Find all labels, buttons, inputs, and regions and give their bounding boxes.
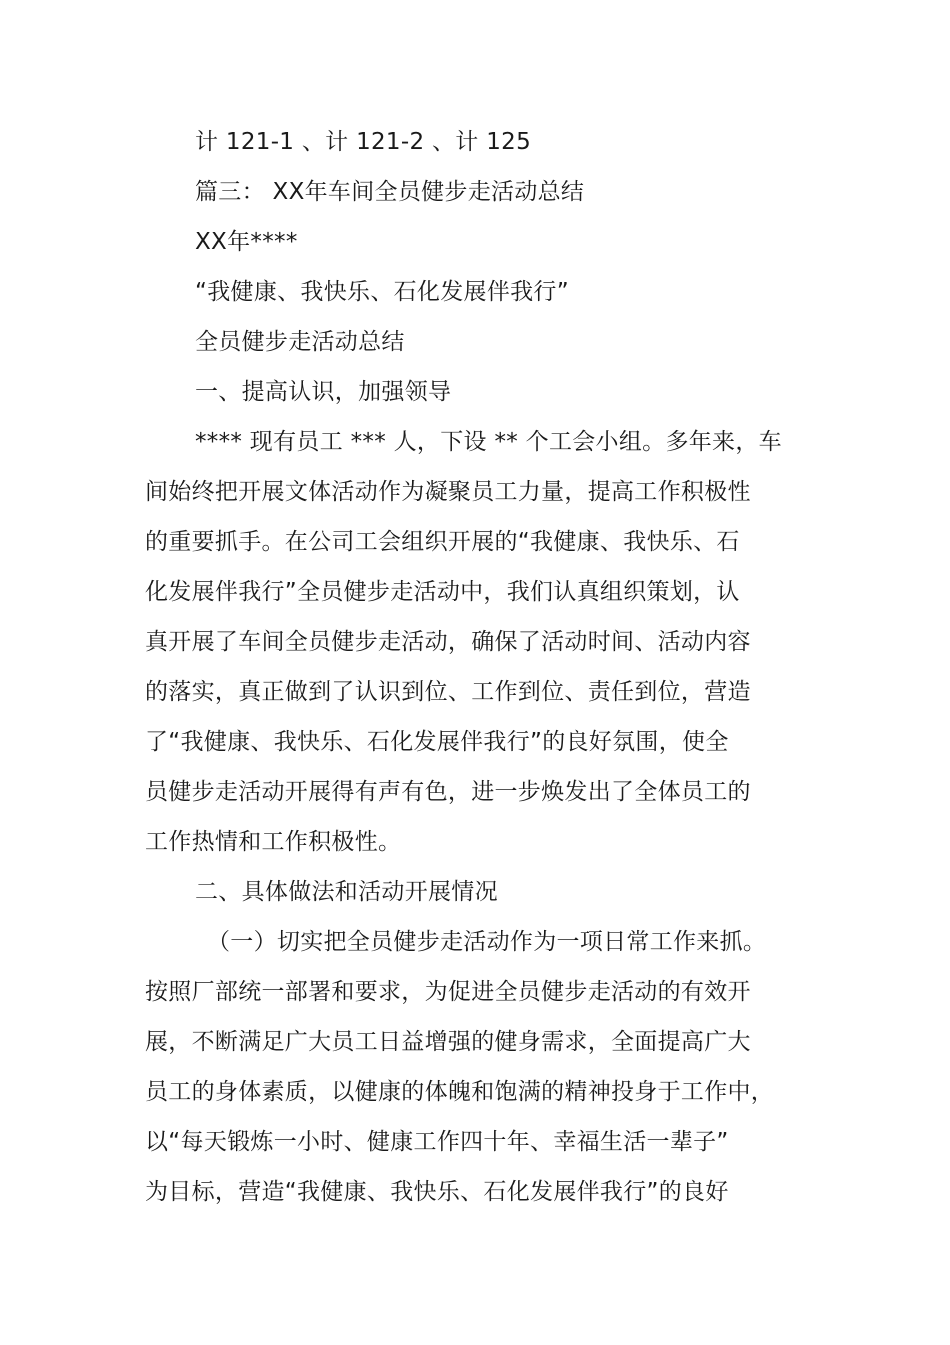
paragraph-1-line-9: 工作热情和工作积极性。 [145,829,402,855]
slogan-line: “我健康、我快乐、石化发展伴我行” [195,279,569,305]
paragraph-1-line-3: 的重要抓手。在公司工会组织开展的“我健康、我快乐、石 [145,529,740,555]
section-heading-1: 一、提高认识，加强领导 [195,379,452,405]
summary-title: 全员健步走活动总结 [195,329,405,355]
year-line: XX年**** [195,229,298,255]
course-codes-line: 计 121-1 、计 121-2 、计 125 [195,129,532,155]
paragraph-2-line-6: 为目标，营造“我健康、我快乐、石化发展伴我行”的良好 [145,1179,729,1205]
paragraph-2-line-3: 展，不断满足广大员工日益增强的健身需求，全面提高广大 [145,1029,751,1055]
paragraph-2-line-2: 按照厂部统一部署和要求，为促进全员健步走活动的有效开 [145,979,751,1005]
paragraph-1-line-1: **** 现有员工 *** 人，下设 ** 个工会小组。多年来，车 [195,429,782,455]
paragraph-1-line-6: 的落实，真正做到了认识到位、工作到位、责任到位，营造 [145,679,751,705]
paragraph-2-line-1: （一）切实把全员健步走活动作为一项日常工作来抓。 [207,929,767,955]
paragraph-1-line-7: 了“我健康、我快乐、石化发展伴我行”的良好氛围，使全 [145,729,729,755]
paragraph-2-line-5: 以“每天锻炼一小时、健康工作四十年、幸福生活一辈子” [145,1129,729,1155]
chapter-title: 篇三： XX年车间全员健步走活动总结 [195,179,585,205]
paragraph-1-line-2: 间始终把开展文体活动作为凝聚员工力量，提高工作积极性 [145,479,751,505]
paragraph-1-line-8: 员健步走活动开展得有声有色，进一步焕发出了全体员工的 [145,779,751,805]
paragraph-1-line-4: 化发展伴我行”全员健步走活动中，我们认真组织策划，认 [145,579,740,605]
paragraph-1-line-5: 真开展了车间全员健步走活动，确保了活动时间、活动内容 [145,629,751,655]
section-heading-2: 二、具体做法和活动开展情况 [195,879,498,905]
paragraph-2-line-4: 员工的身体素质，以健康的体魄和饱满的精神投身于工作中， [145,1079,775,1105]
